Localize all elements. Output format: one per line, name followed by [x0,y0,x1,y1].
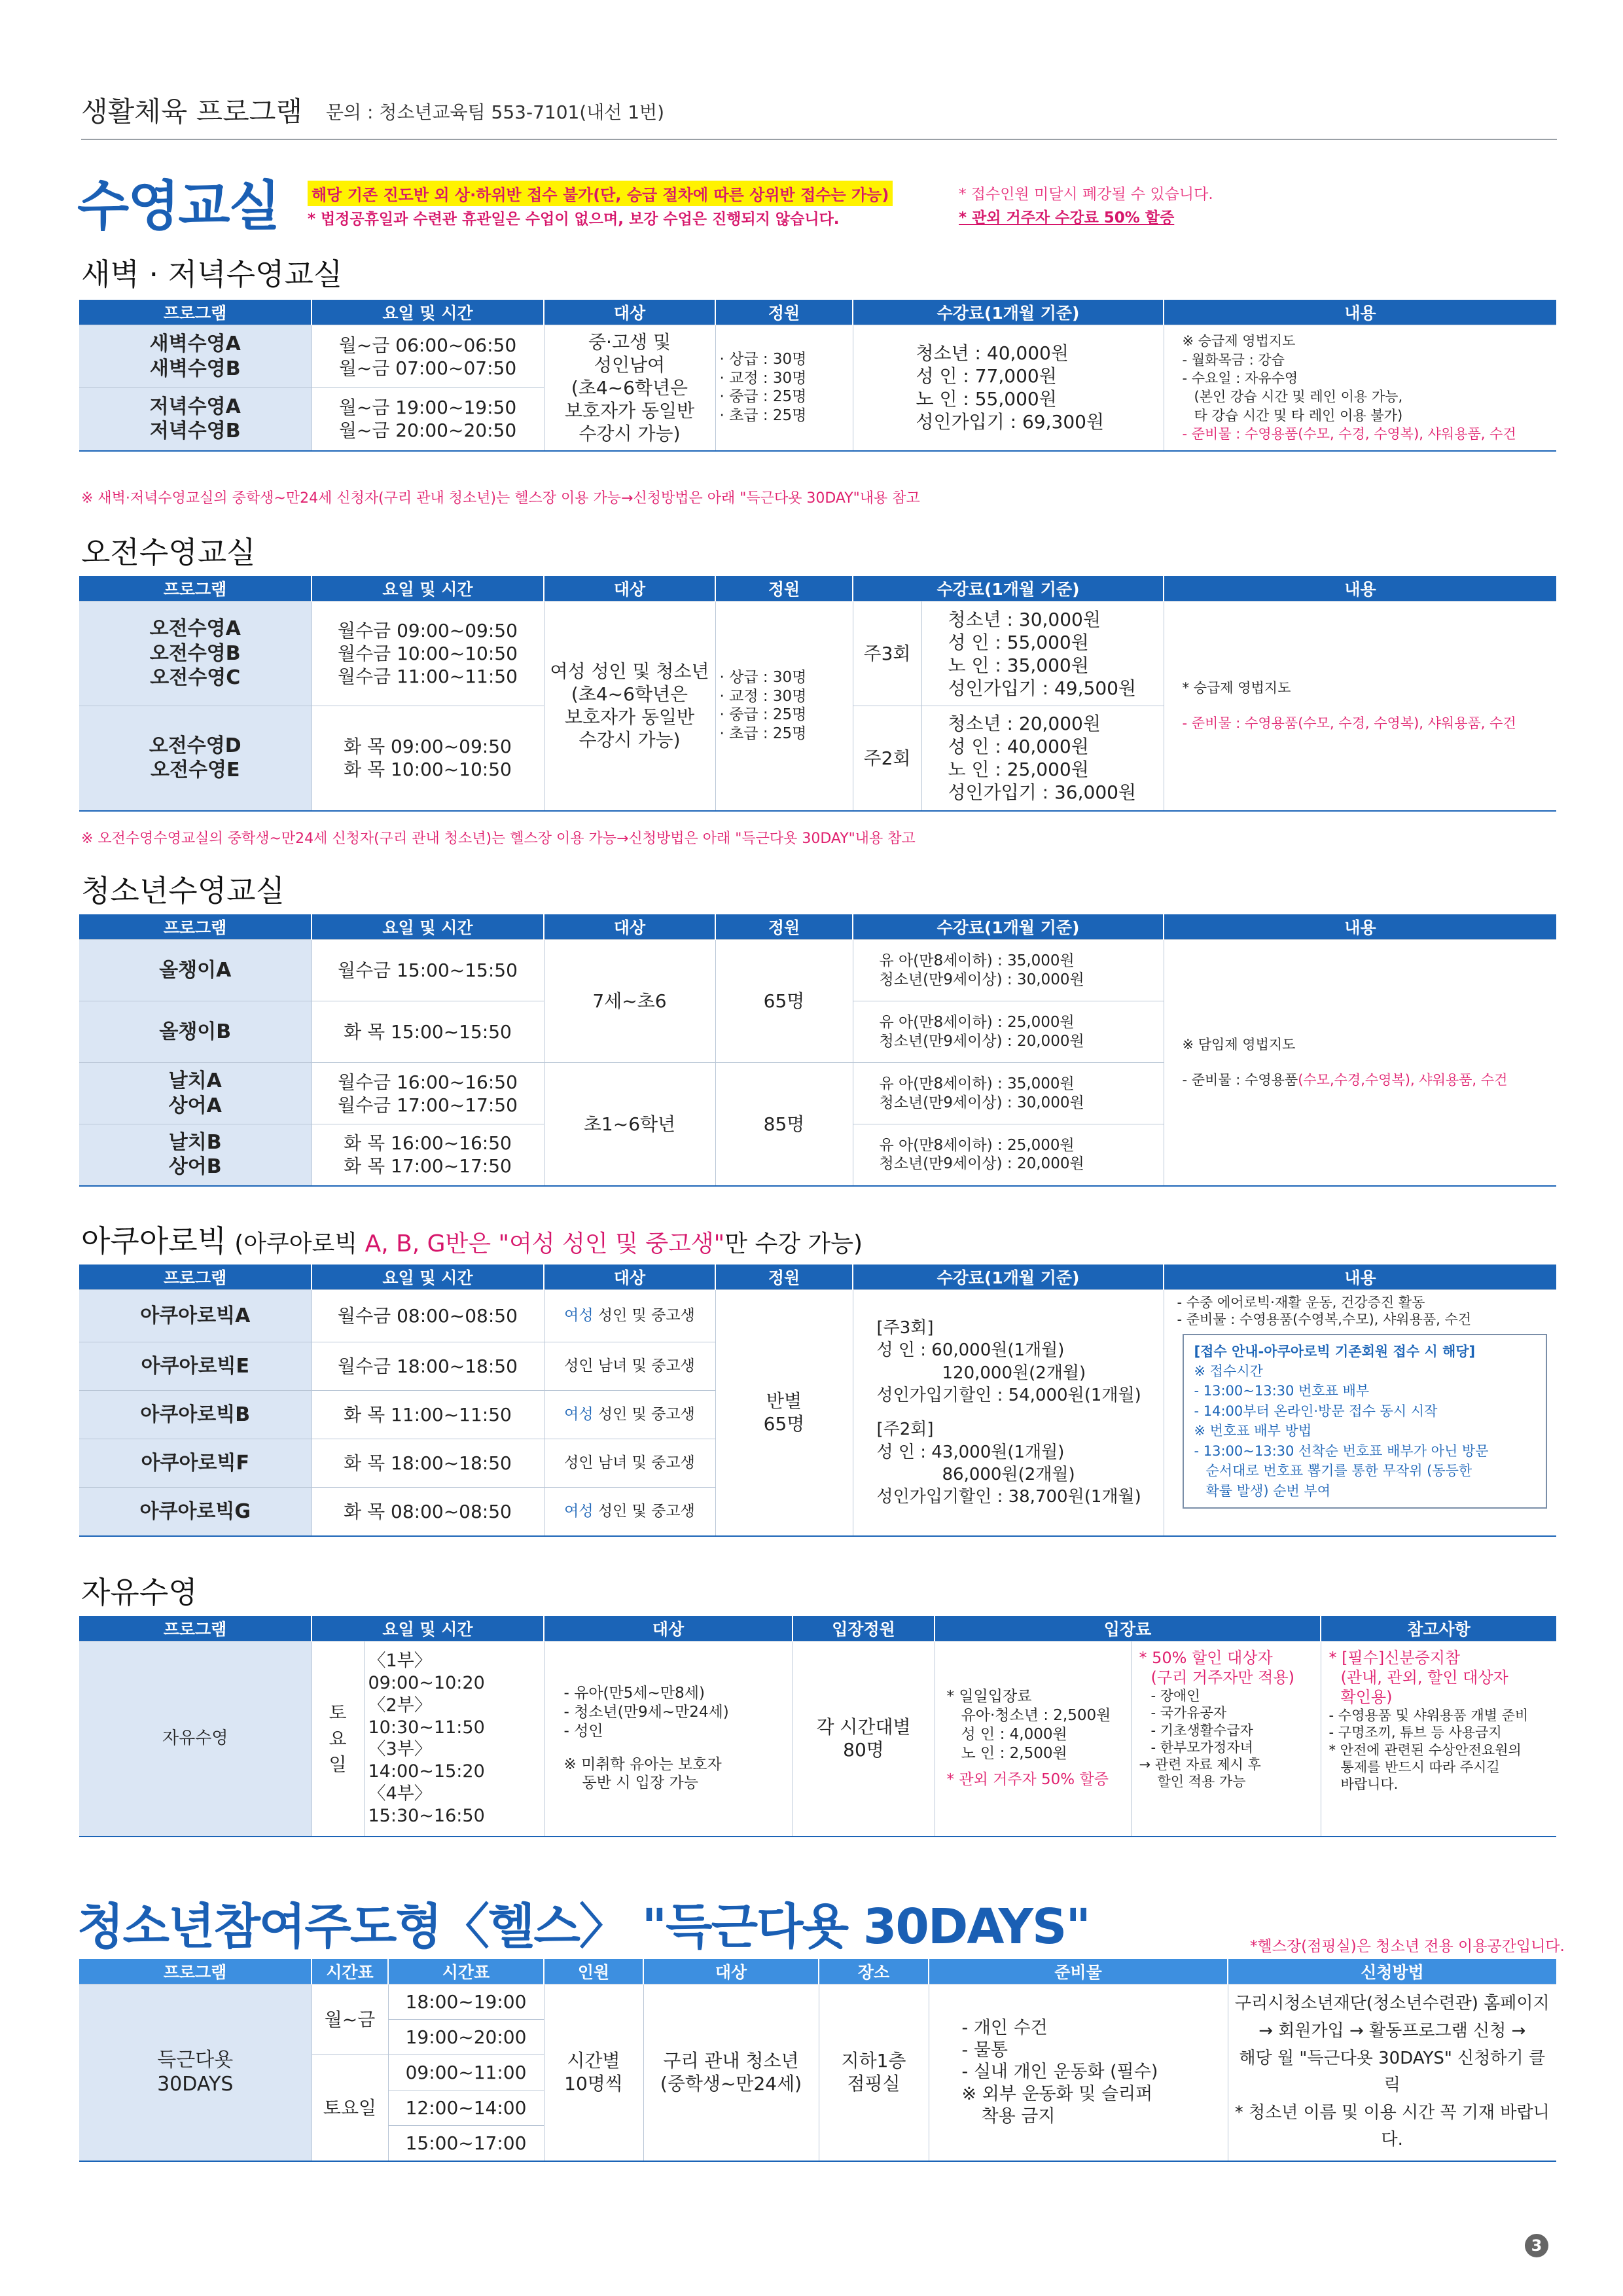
program-cell: 날치A 상어A [79,1063,312,1124]
dawn-table [79,300,1556,452]
apply-cell: 구리시청소년재단(청소년수련관) 홈페이지 → 회원가입 → 활동프로그램 신청 → 해당 월 "득근다욧 30DAYS" 신청하기 클릭 * 청소년 이름 및 이용 시간 꼭 기재 바랍니다. [1228,1984,1556,2161]
capacity-cell: · 상급 : 30명 · 교정 : 30명 · 중급 : 25명 · 초급 : 25명 [715,601,853,811]
time-cell: 월수금 09:00~09:50 월수금 10:00~10:50 월수금 11:00~11:50 [312,601,544,706]
col-target: 대상 [544,1265,715,1290]
col-fee: 수강료(1개월 기준) [853,1265,1164,1290]
col-program: 프로그램 [79,576,312,601]
contact-info: 문의 : 청소년교육팀 553-7101(내선 1번) [326,101,665,123]
col-content: 내용 [1164,914,1556,940]
schedule-cell: 09:00~11:00 [388,2055,544,2090]
target-cell: 성인 남녀 및 중고생 [544,1439,715,1488]
aqua-section-title: 아쿠아로빅 (아쿠아로빅 A, B, G반은 "여성 성인 및 중고생"만 수강 가능) [81,1223,863,1259]
target-cell: 여성 성인 및 청소년 (초4~6학년은 보호자가 동일반 수강시 가능) [544,601,715,811]
schedule-cell: 15:00~17:00 [388,2126,544,2161]
col-time: 요일 및 시간 [312,576,544,601]
col-fee: 수강료(1개월 기준) [853,914,1164,940]
content-cell: * 승급제 영법지도 - 준비물 : 수영용품(수모, 수경, 수영복), 샤워용품, 수건 [1164,601,1556,811]
time-cell: 화 목 11:00~11:50 [312,1391,544,1439]
health-title: 청소년참여주도형〈헬스〉 "득근다욧 30DAYS" [77,1899,1090,1955]
col-program: 프로그램 [79,1616,312,1641]
youth-table [79,914,1556,1187]
target-cell: 여성 성인 및 중고생 [544,1290,715,1342]
col-target: 대상 [544,914,715,940]
schedule-cell: 12:00~14:00 [388,2090,544,2126]
swim-warning-4: * 관외 거주자 수강료 50% 할증 [959,209,1175,226]
swim-title: 수영교실 [77,175,279,238]
col-capacity: 정원 [715,300,853,325]
target-cell: 여성 성인 및 중고생 [544,1391,715,1439]
program-cell: 아쿠아로빅B [79,1391,312,1439]
col-apply: 신청방법 [1228,1959,1556,1984]
capacity-cell: · 상급 : 30명 · 교정 : 30명 · 중급 : 25명 · 초급 : 25명 [715,325,853,451]
swim-warning-1: 해당 기존 진도반 외 상·하위반 접수 불가(단, 승급 절차에 따른 상위반 접수는 가능) [308,181,893,206]
col-schedule: 시간표 [388,1959,544,1984]
time-cell: 월~금 06:00~06:50 월~금 07:00~07:50 [312,325,544,388]
col-items: 준비물 [929,1959,1228,1984]
swim-warning-2: * 법정공휴일과 수련관 휴관일은 수업이 없으며, 보강 수업은 진행되지 않습니다. [308,211,840,228]
content-cell: - 수중 에어로빅·재활 운동, 건강증진 활동 - 준비물 : 수영용품(수영복,수모), 샤워용품, 수건 [접수 안내-아쿠아로빅 기존회원 접수 시 해당] ※ 접수시간 - 13:00~13:30 번호표 배부 - 14:00부터 온라인·방문 접수 동시 시작 ※ 번호표 배부 방법 - 13:00~13:30 선착순 번호표 배부가 아닌 방문 순서대로 번호표 뽑기를 통한 무작위 (동등한 확률 발생) 순번 부여 [1164,1290,1556,1536]
time-cell: 월~금 19:00~19:50 월~금 20:00~20:50 [312,388,544,451]
col-notes: 참고사항 [1321,1616,1556,1641]
time-cell: 월수금 15:00~15:50 [312,940,544,1001]
time-cell: 화 목 18:00~18:50 [312,1439,544,1488]
col-program: 프로그램 [79,300,312,325]
fee-cell: [주3회] 성 인 : 60,000원(1개월) 120,000원(2개월) 성인가입기할인 : 54,000원(1개월) [주2회] 성 인 : 43,000원(1개월) 86,000원(2개월) 성인가입기할인 : 38,700원(1개월) [853,1290,1164,1536]
fee-cell: 유 아(만8세이하) : 35,000원 청소년(만9세이상) : 30,000원 [853,1063,1164,1124]
registration-info-box: [접수 안내-아쿠아로빅 기존회원 접수 시 해당] ※ 접수시간 - 13:00~13:30 번호표 배부 - 14:00부터 온라인·방문 접수 동시 시작 ※ 번호표 배부 방법 - 13:00~13:30 선착순 번호표 배부가 아닌 방문 순서대로 번호표 뽑기를 통한 무작위 (동등한 확률 발생) 순번 부여 [1183,1334,1548,1509]
col-time: 요일 및 시간 [312,914,544,940]
morning-section-title: 오전수영교실 [81,535,256,570]
schedule-cell: 18:00~19:00 [388,1984,544,2020]
target-cell: 초1~6학년 [544,1063,715,1186]
discount-cell: * 50% 할인 대상자 (구리 거주자만 적용) - 장애인 - 국가유공자 - 기초생활수급자 - 한부모가정자녀 → 관련 자료 제시 후 할인 적용 가능 [1131,1641,1321,1837]
fee-cell: 청소년 : 20,000원 성 인 : 40,000원 노 인 : 25,000원 성인가입기 : 36,000원 [921,706,1164,811]
time-cell: 월수금 16:00~16:50 월수금 17:00~17:50 [312,1063,544,1124]
program-cell: 오전수영A 오전수영B 오전수영C [79,601,312,706]
col-content: 내용 [1164,300,1556,325]
program-cell: 아쿠아로빅A [79,1290,312,1342]
free-section-title: 자유수영 [81,1575,198,1610]
program-cell: 오전수영D 오전수영E [79,706,312,811]
program-cell: 자유수영 [79,1641,312,1837]
page-number: 3 [1525,2234,1548,2257]
col-time: 요일 및 시간 [312,1265,544,1290]
col-target: 대상 [544,576,715,601]
header-divider [81,139,1557,140]
col-capacity: 입장정원 [793,1616,935,1641]
content-cell: ※ 담임제 영법지도 - 준비물 : 수영용품(수모,수경,수영복), 샤워용품, 수건 [1164,940,1556,1186]
freq-cell: 주2회 [853,706,921,811]
program-cell: 올챙이A [79,940,312,1001]
col-target: 대상 [544,1616,793,1641]
fee-cell: * 일일입장료 유아·청소년 : 2,500원 성 인 : 4,000원 노 인 : 2,500원 * 관외 거주자 50% 할증 [935,1641,1131,1837]
col-content: 내용 [1164,576,1556,601]
col-fee: 입장료 [935,1616,1321,1641]
capacity-cell: 각 시간대별 80명 [793,1641,935,1837]
col-time: 요일 및 시간 [312,300,544,325]
col-program: 프로그램 [79,1959,312,1984]
col-place: 장소 [819,1959,929,1984]
target-cell: 성인 남녀 및 중고생 [544,1342,715,1391]
day-cell: 월~금 [312,1984,388,2055]
morning-note: ※ 오전수영수영교실의 중학생~만24세 신청자(구리 관내 청소년)는 헬스장 이용 가능→신청방법은 아래 "득근다욧 30DAY"내용 참고 [81,831,916,847]
content-cell: ※ 승급제 영법지도 - 월화목금 : 강습 - 수요일 : 자유수영 (본인 강습 시간 및 레인 이용 가능, 타 강습 시간 및 타 레인 이용 불가) - 준비물 : 수영용품(수모, 수경, 수영복), 샤워용품, 수건 [1164,325,1556,451]
free-table [79,1616,1556,1837]
program-cell: 날치B 상어B [79,1124,312,1186]
program-cell: 아쿠아로빅G [79,1488,312,1536]
fee-cell: 유 아(만8세이하) : 35,000원 청소년(만9세이상) : 30,000원 [853,940,1164,1001]
program-cell: 득근다욧 30DAYS [79,1984,312,2161]
morning-table [79,576,1556,812]
col-fee: 수강료(1개월 기준) [853,300,1164,325]
dawn-section-title: 새벽 · 저녁수영교실 [81,257,343,292]
page-section-title: 생활체육 프로그램 [81,96,302,128]
col-fee: 수강료(1개월 기준) [853,576,1164,601]
col-target: 대상 [544,300,715,325]
col-time: 요일 및 시간 [312,1616,544,1641]
dawn-note: ※ 새벽·저녁수영교실의 중학생~만24세 신청자(구리 관내 청소년)는 헬스장 이용 가능→신청방법은 아래 "득근다욧 30DAY"내용 참고 [81,490,920,507]
col-target: 대상 [643,1959,819,1984]
target-cell: 7세~초6 [544,940,715,1063]
health-note: *헬스장(점핑실)은 청소년 전용 이용공간입니다. [1250,1938,1565,1955]
time-cell: 〈1부〉 09:00~10:20 〈2부〉 10:30~11:50 〈3부〉 14:00~15:20 〈4부〉 15:30~16:50 [364,1641,544,1837]
health-table [79,1959,1556,2162]
col-program: 프로그램 [79,1265,312,1290]
time-cell: 화 목 16:00~16:50 화 목 17:00~17:50 [312,1124,544,1186]
day-cell: 토요일 [312,2055,388,2161]
col-capacity: 정원 [715,914,853,940]
col-program: 프로그램 [79,914,312,940]
col-content: 내용 [1164,1265,1556,1290]
fee-cell: 유 아(만8세이하) : 25,000원 청소년(만9세이상) : 20,000원 [853,1124,1164,1186]
time-cell: 화 목 09:00~09:50 화 목 10:00~10:50 [312,706,544,811]
people-cell: 시간별 10명씩 [544,1984,643,2161]
target-cell: - 유아(만5세~만8세) - 청소년(만9세~만24세) - 성인 ※ 미취학 유아는 보호자 동반 시 입장 가능 [544,1641,793,1837]
fee-cell: 청소년 : 40,000원 성 인 : 77,000원 노 인 : 55,000원 성인가입기 : 69,300원 [853,325,1164,451]
time-cell: 화 목 15:00~15:50 [312,1001,544,1063]
program-cell: 새벽수영A 새벽수영B [79,325,312,388]
program-cell: 아쿠아로빅E [79,1342,312,1391]
capacity-cell: 85명 [715,1063,853,1186]
col-people: 인원 [544,1959,643,1984]
time-cell: 월수금 08:00~08:50 [312,1290,544,1342]
program-cell: 저녁수영A 저녁수영B [79,388,312,451]
place-cell: 지하1층 점핑실 [819,1984,929,2161]
col-capacity: 정원 [715,576,853,601]
capacity-cell: 반별 65명 [715,1290,853,1536]
col-capacity: 정원 [715,1265,853,1290]
fee-cell: 청소년 : 30,000원 성 인 : 55,000원 노 인 : 35,000원 성인가입기 : 49,500원 [921,601,1164,706]
capacity-cell: 65명 [715,940,853,1063]
day-cell: 토 요 일 [312,1641,364,1837]
fee-cell: 유 아(만8세이하) : 25,000원 청소년(만9세이상) : 20,000원 [853,1001,1164,1063]
time-cell: 월수금 18:00~18:50 [312,1342,544,1391]
col-day: 시간표 [312,1959,388,1984]
target-cell: 중·고생 및 성인남여 (초4~6학년은 보호자가 동일반 수강시 가능) [544,325,715,451]
target-cell: 구리 관내 청소년 (중학생~만24세) [643,1984,819,2161]
schedule-cell: 19:00~20:00 [388,2020,544,2055]
aqua-table [79,1265,1556,1537]
program-cell: 아쿠아로빅F [79,1439,312,1488]
program-cell: 올챙이B [79,1001,312,1063]
swim-warning-3: * 접수인원 미달시 폐강될 수 있습니다. [959,186,1213,203]
freq-cell: 주3회 [853,601,921,706]
time-cell: 화 목 08:00~08:50 [312,1488,544,1536]
youth-section-title: 청소년수영교실 [81,873,285,908]
notes-cell: * [필수]신분증지참 (관내, 관외, 할인 대상자 확인용) - 수영용품 및 샤워용품 개별 준비 - 구명조끼, 튜브 등 사용금지 * 안전에 관련된 수상안전요원의 통제를 반드시 따라 주시길 바랍니다. [1321,1641,1556,1837]
target-cell: 여성 성인 및 중고생 [544,1488,715,1536]
items-cell: - 개인 수건 - 물통 - 실내 개인 운동화 (필수) ※ 외부 운동화 및 슬리퍼 착용 금지 [929,1984,1228,2161]
